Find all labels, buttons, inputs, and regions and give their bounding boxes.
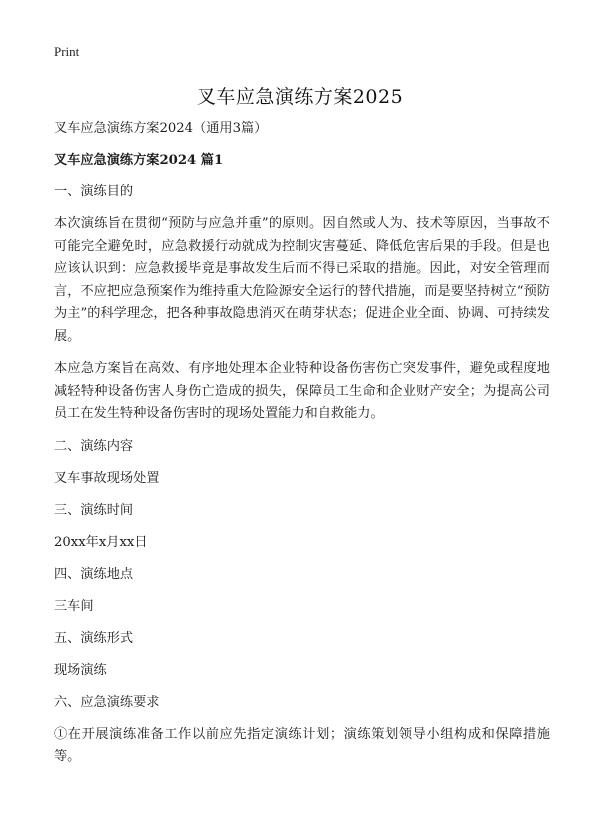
- value-drill-format: 现场演练: [54, 662, 107, 678]
- paragraph-purpose-1: 本次演练旨在贯彻“预防与应急并重”的原则。因自然或人为、技术等原因，当事故不可能完全避免时，应急救援行动就成为控制灾害蔓延、降低危害后果的手段。但是也应该认识到：应急救援毕竟是事故发生后而不得已采取的措施。因此，对安全管理而言，不应把应急预案作为维持重大危险源安全运行的替代措施，而是要坚持树立“预防为主”的科学理念，把各种事故隐患消灭在萌芽状态；促进企业全面、协调、可持续发展。: [54, 216, 550, 344]
- paragraph-requirement-1: ①在开展演练准备工作以前应先指定演练计划；演练策划领导小组构成和保障措施等。: [54, 726, 550, 764]
- paragraph-purpose-2: 本应急方案旨在高效、有序地处理本企业特种设备伤害伤亡突发事件，避免或程度地减轻特种设备伤害人身伤亡造成的损失，保障员工生命和企业财产安全；为提高公司员工在发生特种设备伤害时的现场处置能力和自救能力。: [54, 361, 550, 421]
- heading-drill-location: 四、演练地点: [54, 566, 134, 582]
- value-drill-location: 三车间: [54, 598, 94, 614]
- document-body: [54, 118, 550, 779]
- heading-drill-content: 二、演练内容: [54, 438, 134, 454]
- heading-drill-time: 三、演练时间: [54, 502, 134, 518]
- heading-drill-format: 五、演练形式: [54, 630, 134, 646]
- document-title: 叉车应急演练方案2025: [196, 86, 404, 108]
- print-link[interactable]: Print: [54, 44, 80, 59]
- heading-drill-requirements: 六、应急演练要求: [54, 694, 160, 710]
- section-title: 叉车应急演练方案2024 篇1: [54, 153, 224, 168]
- heading-drill-purpose: 一、演练目的: [54, 184, 134, 199]
- document-subtitle: 叉车应急演练方案2024（通用3篇）: [54, 121, 268, 136]
- value-drill-time: 20xx年x月xx日: [54, 534, 148, 550]
- value-drill-content: 叉车事故现场处置: [54, 470, 160, 486]
